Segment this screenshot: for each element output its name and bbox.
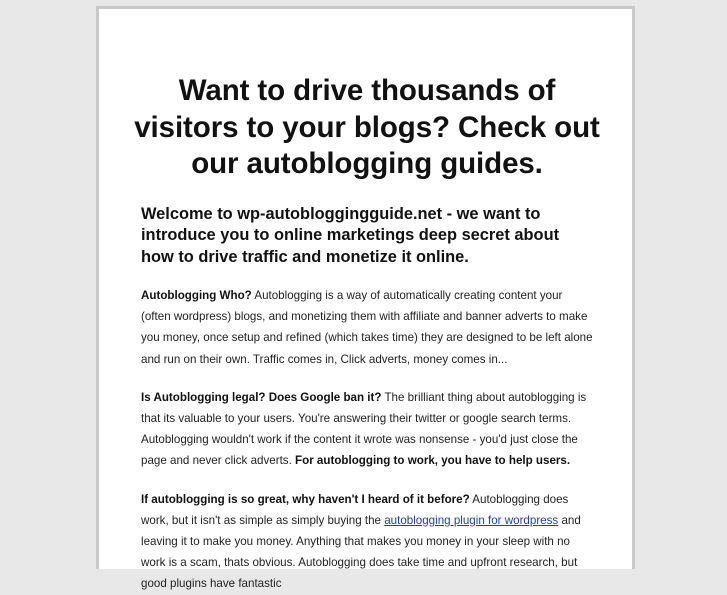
paragraph-body: The brilliant thing about autoblogging is that its valuable to your users. You're answering their twitter or google search terms. Autoblogging wouldn't work if the content it wrote was nonsense - you'd just close the page and never click adverts. [141, 390, 587, 468]
page-container [96, 6, 635, 591]
paragraph-lead: Autoblogging Who? [141, 289, 252, 302]
paragraph-body-continued: and leaving it to make you money. Anything that makes you money in your sleep with no work is a scam, thats obvious. Autoblogging does take time and upfront research, but good plugins have fantastic [141, 513, 581, 591]
paragraph-lead: If autoblogging is so great, why haven't I heard of it before? [141, 492, 470, 506]
main-content [134, 73, 600, 595]
paragraph-emphasis: For autoblogging to work, you have to help users. [295, 454, 571, 468]
paragraph-autoblogging-who [141, 285, 593, 370]
autoblogging-plugin-link[interactable]: autoblogging plugin for wordpress [384, 513, 559, 527]
paragraph-body: Autoblogging does work, but it isn't as simple as simply buying the [141, 492, 569, 527]
welcome-heading: Welcome to wp-autobloggingguide.net - we want to introduce you to online marketings deep secret about how to drive traffic and monetize it online. [141, 204, 560, 266]
paragraph-body: Autoblogging is a way of automatically creating content your (often wordpress) blogs, and monetizing them with affiliate and banner adverts to make you money, once setup and refined (which takes time) they are designed to be left alone and run on their own. Traffic comes in, Click adverts, money comes in... [141, 289, 593, 366]
paragraph-lead: Is Autoblogging legal? Does Google ban it? [141, 390, 382, 404]
hero-heading: Want to drive thousands of visitors to your blogs? Check out our autoblogging guides. [134, 74, 600, 180]
paragraph-is-legal [141, 387, 593, 472]
paragraph-why-not-heard [141, 489, 593, 595]
